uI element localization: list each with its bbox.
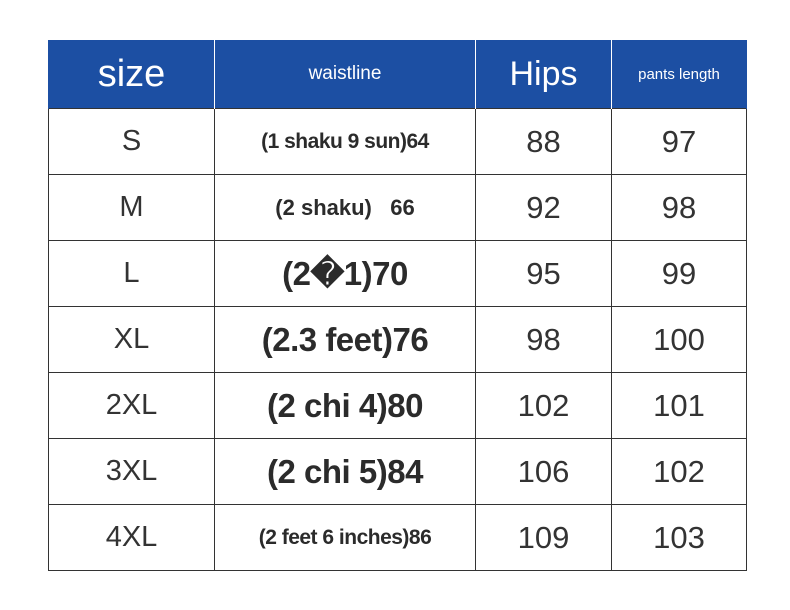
waistline-cell: (2 chi 4)80 — [215, 373, 476, 439]
hips-cell: 95 — [476, 241, 612, 307]
header-size: size — [49, 40, 215, 109]
size-cell: 3XL — [49, 439, 215, 505]
size-cell: L — [49, 241, 215, 307]
pants-length-cell: 97 — [612, 109, 747, 175]
size-cell: XL — [49, 307, 215, 373]
table-row — [49, 109, 747, 175]
header-pants-length: pants length — [612, 40, 747, 109]
table-row — [49, 307, 747, 373]
waistline-cell: (2 shaku) 66 — [215, 175, 476, 241]
pants-length-cell: 100 — [612, 307, 747, 373]
pants-length-cell: 102 — [612, 439, 747, 505]
table-row — [49, 373, 747, 439]
header-waistline: waistline — [215, 40, 476, 109]
pants-length-cell: 98 — [612, 175, 747, 241]
size-cell: S — [49, 109, 215, 175]
hips-cell: 92 — [476, 175, 612, 241]
hips-cell: 109 — [476, 505, 612, 571]
size-cell: M — [49, 175, 215, 241]
size-cell: 2XL — [49, 373, 215, 439]
table-row — [49, 175, 747, 241]
table-row — [49, 505, 747, 571]
size-chart-table — [48, 40, 747, 571]
hips-cell: 102 — [476, 373, 612, 439]
pants-length-cell: 101 — [612, 373, 747, 439]
pants-length-cell: 99 — [612, 241, 747, 307]
waistline-cell: (2.3 feet)76 — [215, 307, 476, 373]
header-hips: Hips — [476, 40, 612, 109]
table-row — [49, 241, 747, 307]
waistline-cell: (2 feet 6 inches)86 — [215, 505, 476, 571]
table-row — [49, 439, 747, 505]
pants-length-cell: 103 — [612, 505, 747, 571]
size-cell: 4XL — [49, 505, 215, 571]
waistline-cell: (2 chi 5)84 — [215, 439, 476, 505]
hips-cell: 106 — [476, 439, 612, 505]
hips-cell: 88 — [476, 109, 612, 175]
waistline-cell: (2�1)70 — [215, 241, 476, 307]
waistline-cell: (1 shaku 9 sun)64 — [215, 109, 476, 175]
hips-cell: 98 — [476, 307, 612, 373]
header-row — [49, 40, 747, 109]
